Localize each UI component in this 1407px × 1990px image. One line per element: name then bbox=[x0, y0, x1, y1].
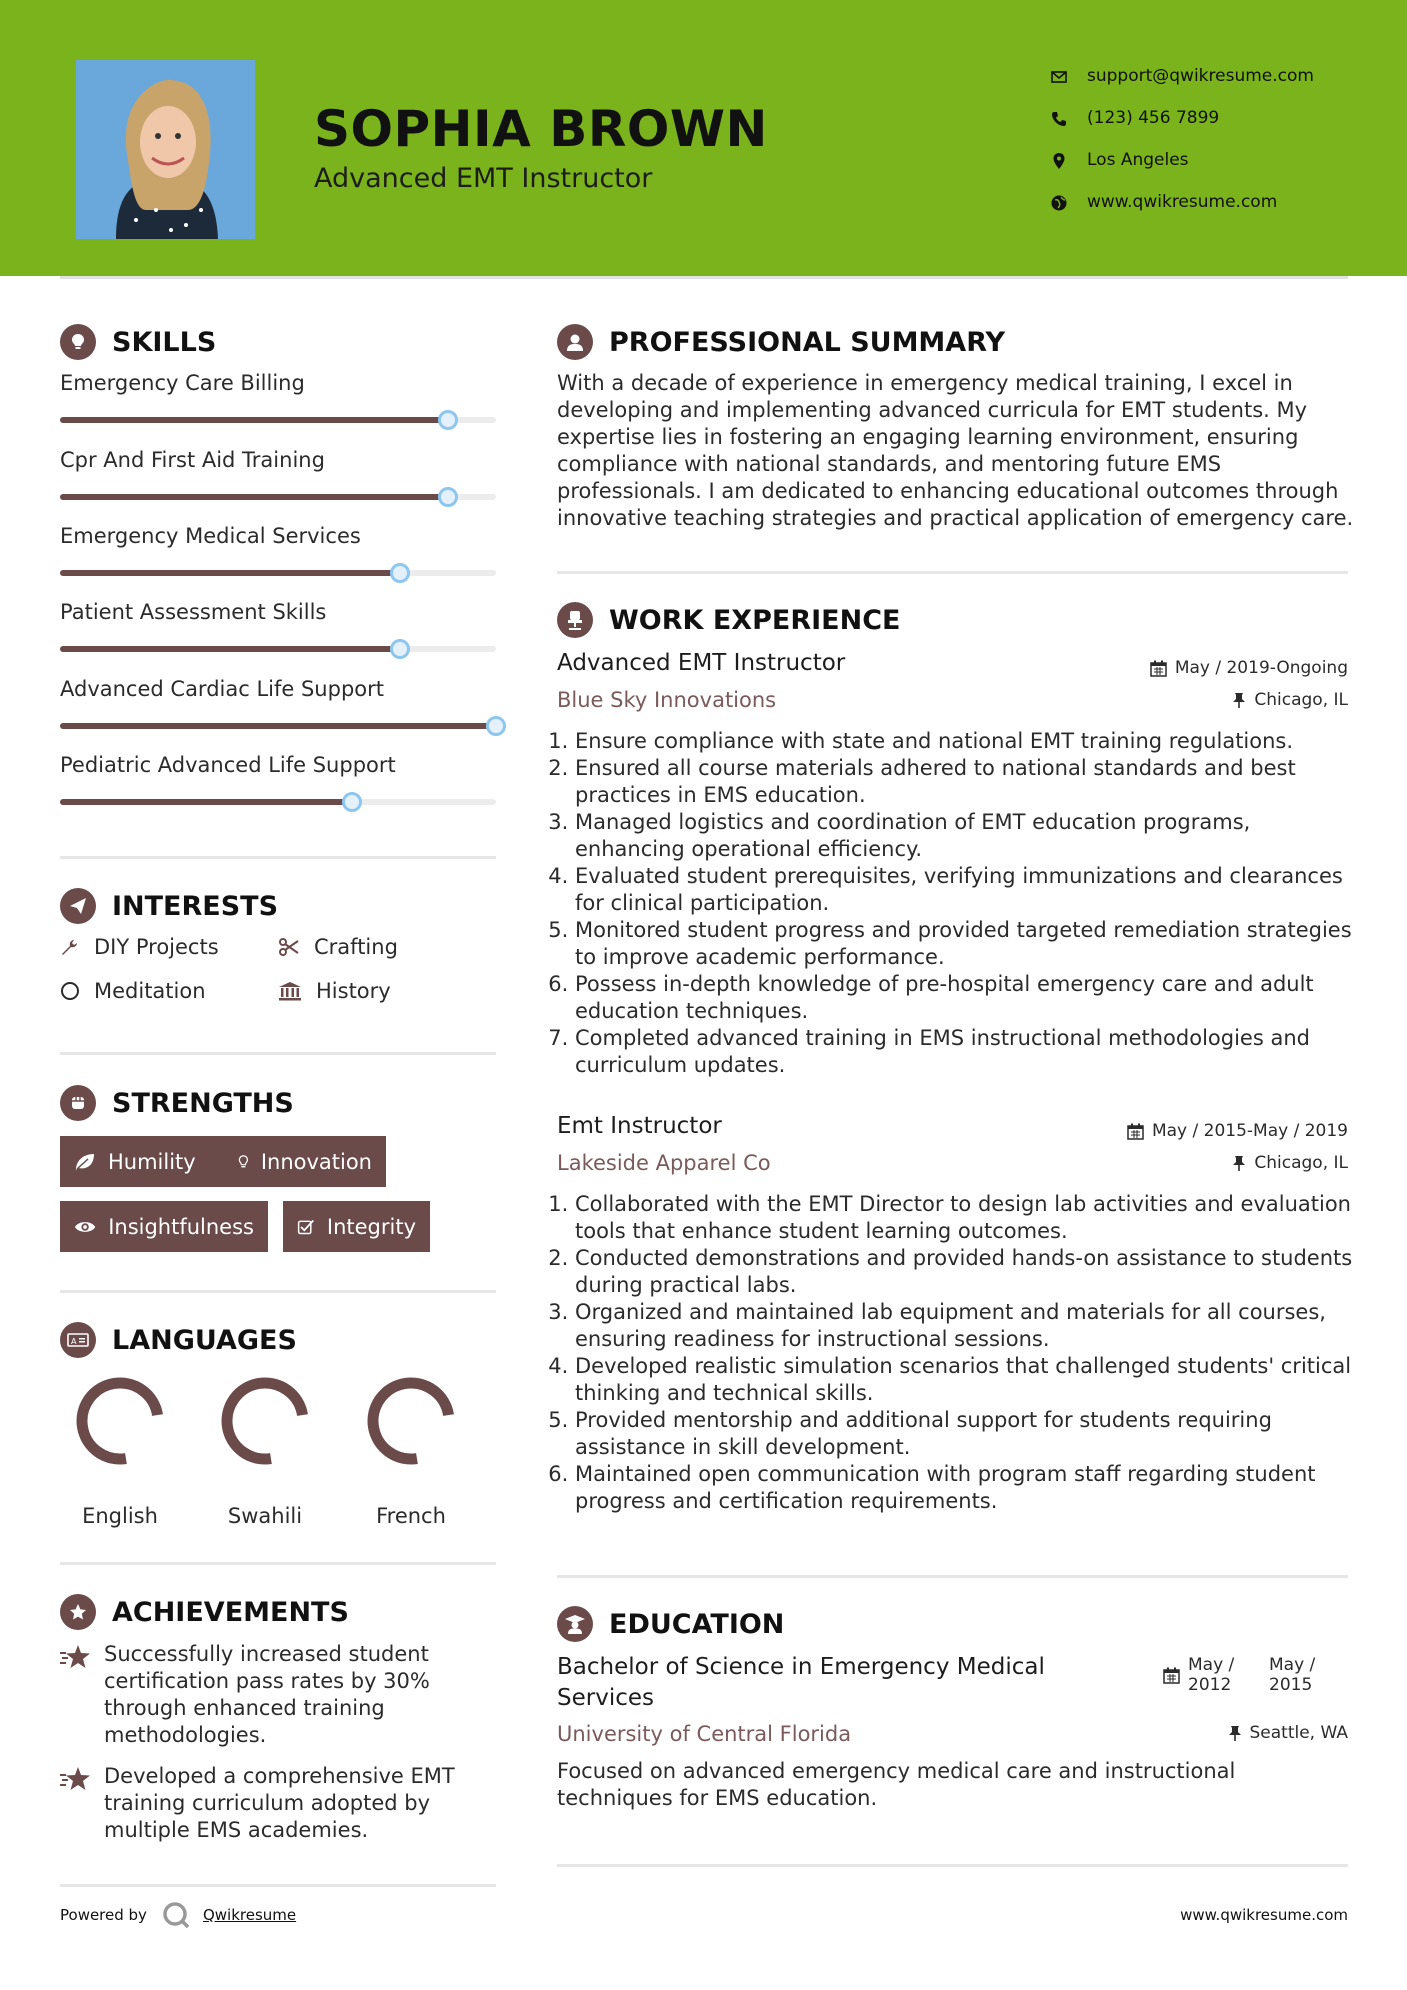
leaf-icon bbox=[74, 1152, 96, 1172]
section-divider bbox=[557, 571, 1348, 574]
skill-bar bbox=[60, 494, 496, 500]
qwikresume-logo-icon bbox=[161, 1900, 191, 1930]
lightbulb-icon bbox=[238, 1151, 249, 1173]
education-dates bbox=[1163, 1655, 1349, 1695]
calendar-icon bbox=[1127, 1123, 1144, 1140]
user-icon bbox=[557, 324, 593, 360]
office-chair-icon bbox=[557, 602, 593, 638]
job-title: Advanced EMT Instructor bbox=[557, 650, 846, 676]
strength-tag bbox=[224, 1136, 386, 1187]
skill-bar-fill bbox=[60, 723, 496, 729]
strength-tag bbox=[60, 1136, 224, 1187]
languages-title: LANGUAGES bbox=[112, 1324, 297, 1356]
skill-bar-knob bbox=[438, 487, 458, 507]
section-divider bbox=[60, 1562, 496, 1565]
degree-title: Bachelor of Science in Emergency Medical Services bbox=[557, 1654, 1045, 1711]
education-location bbox=[1228, 1723, 1349, 1743]
job-dates bbox=[1127, 1121, 1348, 1141]
duty-item: 4. Developed realistic simulation scenarios that challenged students' critical thinking and technical skills. bbox=[575, 1353, 1359, 1407]
education-location-text: Seattle, WA bbox=[1249, 1723, 1348, 1743]
contact-location-text: Los Angeles bbox=[1087, 150, 1189, 170]
map-pin-icon bbox=[1050, 152, 1068, 170]
lightbulb-icon bbox=[60, 324, 96, 360]
section-divider bbox=[557, 1575, 1348, 1578]
job-title: Emt Instructor bbox=[557, 1113, 722, 1139]
interest-item bbox=[60, 935, 219, 959]
skill-bar bbox=[60, 723, 496, 729]
job-location-text: Chicago, IL bbox=[1254, 1153, 1348, 1173]
achievements-heading bbox=[60, 1594, 349, 1630]
achievement-text: Successfully increased student certification pass rates by 30% through enhanced training methodologies. bbox=[104, 1642, 430, 1747]
section-divider bbox=[60, 856, 496, 859]
interest-label: Crafting bbox=[314, 935, 398, 959]
skill-name: Advanced Cardiac Life Support bbox=[60, 677, 384, 701]
skill-bar-fill bbox=[60, 570, 400, 576]
languages-heading bbox=[60, 1322, 297, 1358]
job-location bbox=[1232, 690, 1348, 710]
skill-name: Cpr And First Aid Training bbox=[60, 448, 325, 472]
skills-heading bbox=[60, 324, 216, 360]
duty-item: 5. Monitored student progress and provided targeted remediation strategies to improve academic performance. bbox=[575, 917, 1359, 971]
achievements-title: ACHIEVEMENTS bbox=[112, 1596, 349, 1628]
language-label: French bbox=[376, 1504, 446, 1528]
paper-plane-icon bbox=[60, 888, 96, 924]
skill-bar-knob bbox=[390, 639, 410, 659]
pushpin-icon bbox=[1232, 1155, 1246, 1172]
checkbox-icon bbox=[297, 1217, 315, 1237]
language-label: Swahili bbox=[227, 1504, 303, 1528]
interest-item bbox=[278, 979, 391, 1003]
pushpin-icon bbox=[1228, 1725, 1242, 1742]
interest-label: Meditation bbox=[94, 979, 206, 1003]
language-item bbox=[65, 1376, 175, 1528]
summary-title: PROFESSIONAL SUMMARY bbox=[609, 326, 1006, 358]
duty-item: 2. Ensured all course materials adhered to national standards and best practices in EMS education. bbox=[575, 755, 1359, 809]
contact-email-text: support@qwikresume.com bbox=[1087, 66, 1314, 86]
skill-bar-fill bbox=[60, 417, 448, 423]
language-ring bbox=[356, 1376, 466, 1486]
envelope-icon bbox=[1050, 68, 1068, 86]
summary-text: With a decade of experience in emergency medical training, I excel in developing and implementing advanced curricula for EMT students. My expertise lies in fostering an engaging learning environment, ensuring compliance with national standards, and mentoring future EMS professionals. I am dedicated to enhancing educational outcomes through innovative teaching strategies and practical application of emergency care. bbox=[557, 371, 1354, 530]
language-ring bbox=[210, 1376, 320, 1486]
skill-bar-fill bbox=[60, 646, 400, 652]
section-divider bbox=[60, 1884, 496, 1887]
scissors-icon bbox=[278, 937, 300, 957]
contact-phone-text: (123) 456 7899 bbox=[1087, 108, 1220, 128]
language-item bbox=[356, 1376, 466, 1528]
fist-icon bbox=[60, 1085, 96, 1121]
resume-header bbox=[0, 0, 1407, 276]
profile-photo-image bbox=[76, 60, 255, 239]
interest-label: DIY Projects bbox=[94, 935, 219, 959]
job-duties bbox=[575, 1191, 1359, 1515]
skill-bar bbox=[60, 799, 496, 805]
profile-photo bbox=[76, 60, 255, 239]
duty-item: 2. Conducted demonstrations and provided hands-on assistance to students during practical labs. bbox=[575, 1245, 1359, 1299]
pushpin-icon bbox=[1232, 692, 1246, 709]
powered-by-text: Powered by bbox=[60, 1906, 147, 1924]
footer-powered-by bbox=[60, 1900, 296, 1930]
skill-bar-knob bbox=[438, 410, 458, 430]
language-item bbox=[210, 1376, 320, 1528]
skills-title: SKILLS bbox=[112, 326, 217, 358]
circle-icon bbox=[60, 981, 80, 1001]
job-dates-text: May / 2015-May / 2019 bbox=[1151, 1121, 1348, 1141]
job-location bbox=[1232, 1153, 1348, 1173]
calendar-icon bbox=[1163, 1667, 1180, 1684]
strength-tag bbox=[283, 1201, 430, 1252]
duty-item: 5. Provided mentorship and additional support for students requiring assistance in skill development. bbox=[575, 1407, 1359, 1461]
section-divider bbox=[60, 1290, 496, 1293]
duty-item: 1. Collaborated with the EMT Director to design lab activities and evaluation tools that enhance student learning outcomes. bbox=[575, 1191, 1359, 1245]
skill-name: Emergency Care Billing bbox=[60, 371, 305, 395]
duty-item: 3. Organized and maintained lab equipment and materials for all courses, ensuring readiness for instructional sessions. bbox=[575, 1299, 1359, 1353]
skill-bar-fill bbox=[60, 494, 448, 500]
brand-link[interactable]: Qwikresume bbox=[202, 1906, 297, 1924]
svg-text:A: A bbox=[71, 1337, 77, 1346]
education-title: EDUCATION bbox=[609, 1608, 785, 1640]
interest-item bbox=[60, 979, 206, 1003]
language-icon bbox=[60, 1322, 96, 1358]
header-divider bbox=[60, 276, 1348, 279]
candidate-name: SOPHIA BROWN bbox=[314, 100, 768, 158]
calendar-icon bbox=[1150, 660, 1167, 677]
duty-item: 3. Managed logistics and coordination of EMT education programs, enhancing operational efficiency. bbox=[575, 809, 1359, 863]
graduate-icon bbox=[557, 1606, 593, 1642]
experience-heading bbox=[557, 602, 900, 638]
skill-name: Pediatric Advanced Life Support bbox=[60, 753, 396, 777]
skill-bar-knob bbox=[390, 563, 410, 583]
summary-heading bbox=[557, 324, 1005, 360]
duty-item: 4. Evaluated student prerequisites, verifying immunizations and clearances for clinical participation. bbox=[575, 863, 1359, 917]
skill-bar-knob bbox=[486, 716, 506, 736]
section-divider bbox=[557, 1864, 1348, 1867]
skill-name: Patient Assessment Skills bbox=[60, 600, 327, 624]
wrench-icon bbox=[60, 937, 80, 957]
language-label: English bbox=[82, 1504, 158, 1528]
job-location-text: Chicago, IL bbox=[1254, 690, 1348, 710]
strengths-title: STRENGTHS bbox=[112, 1087, 294, 1119]
duty-item: 6. Maintained open communication with program staff regarding student progress and certification requirements. bbox=[575, 1461, 1359, 1515]
interest-item bbox=[278, 935, 398, 959]
job-duties bbox=[575, 728, 1359, 1079]
interests-heading bbox=[60, 888, 278, 924]
education-description: Focused on advanced emergency medical care and instructional techniques for EMS education. bbox=[557, 1759, 1236, 1810]
star-icon bbox=[60, 1765, 92, 1793]
company-name: Blue Sky Innovations bbox=[557, 688, 777, 712]
skill-bar-knob bbox=[342, 792, 362, 812]
skill-bar-fill bbox=[60, 799, 352, 805]
strength-label: Humility bbox=[108, 1149, 196, 1174]
strength-label: Innovation bbox=[260, 1149, 372, 1174]
eye-icon bbox=[74, 1218, 96, 1236]
section-divider bbox=[60, 1052, 496, 1055]
job-dates bbox=[1150, 658, 1348, 678]
education-date-start: May / 2012 bbox=[1188, 1655, 1235, 1695]
experience-title: WORK EXPERIENCE bbox=[609, 604, 901, 636]
achievement-text: Developed a comprehensive EMT training curriculum adopted by multiple EMS academies. bbox=[104, 1764, 455, 1842]
skill-bar bbox=[60, 570, 496, 576]
strength-label: Insightfulness bbox=[108, 1214, 254, 1239]
star-badge-icon bbox=[60, 1594, 96, 1630]
education-heading bbox=[557, 1606, 784, 1642]
duty-item: 1. Ensure compliance with state and national EMT training regulations. bbox=[575, 728, 1359, 755]
job-dates-text: May / 2019-Ongoing bbox=[1174, 658, 1348, 678]
interest-label: History bbox=[316, 979, 391, 1003]
skill-bar bbox=[60, 646, 496, 652]
strengths-heading bbox=[60, 1085, 294, 1121]
candidate-title: Advanced EMT Instructor bbox=[314, 163, 653, 194]
museum-icon bbox=[278, 981, 302, 1001]
duty-item: 7. Completed advanced training in EMS instructional methodologies and curriculum updates. bbox=[575, 1025, 1359, 1079]
footer-website[interactable]: www.qwikresume.com bbox=[1180, 1906, 1348, 1924]
skill-name: Emergency Medical Services bbox=[60, 524, 361, 548]
duty-item: 6. Possess in-depth knowledge of pre-hospital emergency care and adult education techniques. bbox=[575, 971, 1359, 1025]
skill-bar bbox=[60, 417, 496, 423]
language-ring bbox=[65, 1376, 175, 1486]
company-name: Lakeside Apparel Co bbox=[557, 1151, 771, 1175]
strength-label: Integrity bbox=[326, 1214, 416, 1239]
school-name: University of Central Florida bbox=[557, 1722, 852, 1746]
strength-tag bbox=[60, 1201, 268, 1252]
phone-icon bbox=[1050, 110, 1068, 128]
contact-website-text: www.qwikresume.com bbox=[1087, 192, 1278, 212]
star-icon bbox=[60, 1643, 92, 1671]
education-date-end: May / 2015 bbox=[1269, 1655, 1316, 1695]
globe-icon bbox=[1050, 194, 1068, 212]
interests-title: INTERESTS bbox=[112, 890, 279, 922]
